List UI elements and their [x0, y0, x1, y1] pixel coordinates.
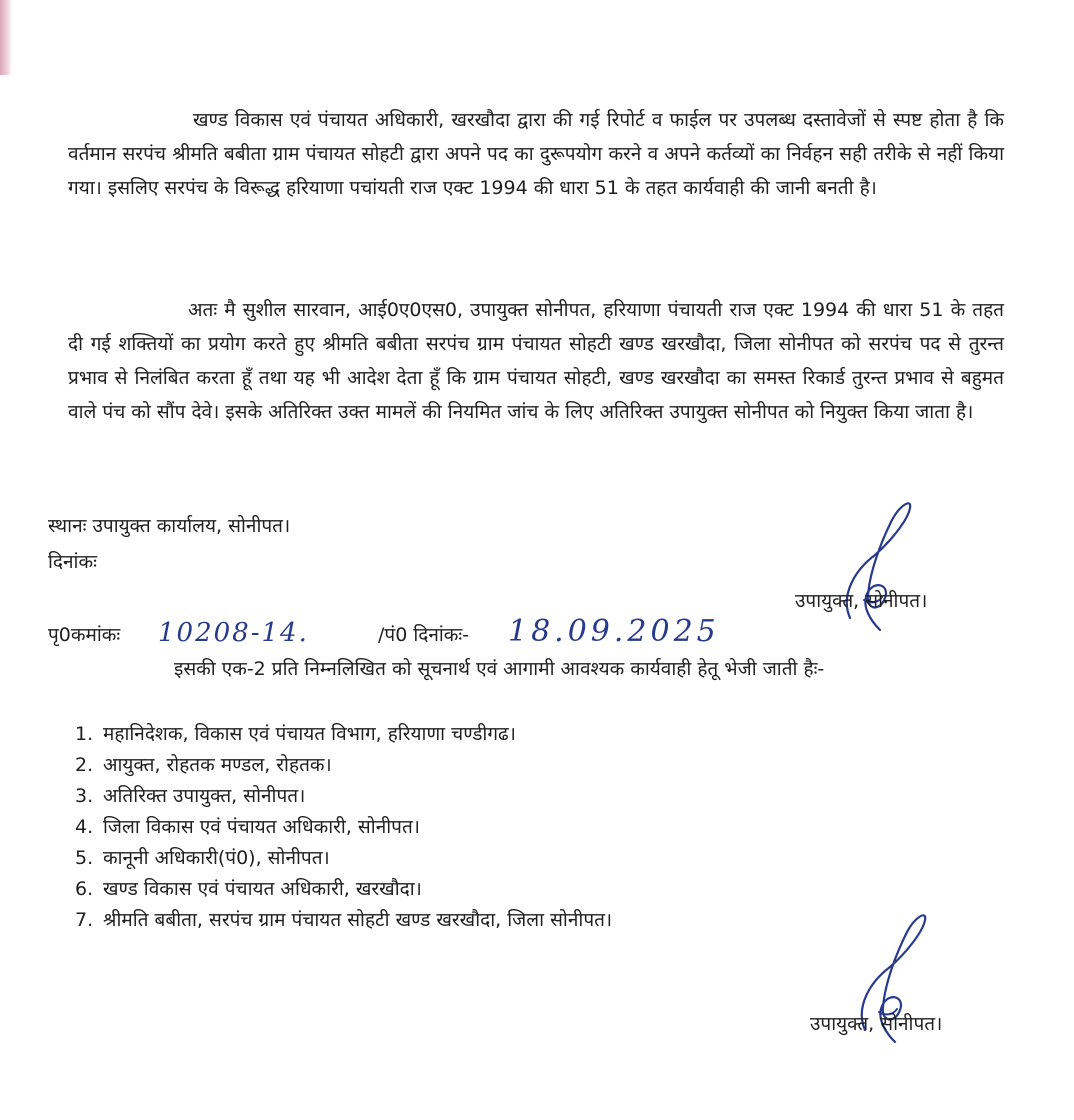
recipient-item — [75, 782, 612, 811]
recipient-text: कानूनी अधिकारी(पं0), सोनीपत। — [103, 847, 330, 869]
recipient-number: 3. — [75, 785, 94, 807]
order-paragraph-2: अतः मै सुशील सारवान, आई0ए0एस0, उपायुक्त सोनीपत, हरियाणा पंचायती राज एक्ट 1994 की धारा 51 के तहत दी गई शक्तियों का प्रयोग करते हुए श्रीमति बबीता सरपंच ग्राम पंचायत सोहटी खण्ड खरखौदा, जिला सोनीपत को सरपंच पद से तुरन्त प्रभाव से निलंबित करता हूँ तथा यह भी आदेश देता हूँ कि ग्राम पंचायत सोहटी, खण्ड खरखौदा का समस्त रिकार्ड तुरन्त प्रभाव से बहुमत वाले पंच को सौंप देवे। इसके अतिरिक्त उक्त मामलें की नियमित जांच के लिए अतिरिक्त उपायुक्त सोनीपत को नियुक्त किया जाता है। — [68, 299, 1004, 423]
copy-forwarding-note: इसकी एक-2 प्रति निम्नलिखित को सूचनार्थ एवं आगामी आवश्यक कार्यवाही हेतू भेजी जाती हैः- — [174, 658, 825, 680]
recipient-number: 7. — [75, 909, 94, 931]
recipient-item — [75, 813, 612, 842]
recipient-text: श्रीमति बबीता, सरपंच ग्राम पंचायत सोहटी खण्ड खरखौदा, जिला सोनीपत। — [103, 909, 613, 931]
recipient-number: 2. — [75, 754, 94, 776]
memo-date: 18.09.2025 — [508, 614, 720, 649]
recipient-list — [75, 720, 612, 937]
recipient-item — [75, 751, 612, 780]
recipient-text: अतिरिक्त उपायुक्त, सोनीपत। — [103, 785, 306, 807]
memo-date-label: /पं0 दिनांकः- — [378, 624, 470, 646]
recipient-item — [75, 875, 612, 904]
recipient-text: जिला विकास एवं पंचायत अधिकारी, सोनीपत। — [103, 816, 420, 838]
page-edge-mark — [0, 0, 12, 75]
order-paragraph-1: खण्ड विकास एवं पंचायत अधिकारी, खरखौदा द्वारा की गई रिपोर्ट व फाईल पर उपलब्ध दस्तावेजों से स्पष्ट होता है कि वर्तमान सरपंच श्रीमति बबीता ग्राम पंचायत सोहटी द्वारा अपने पद का दुरूपयोग करने व अपने कर्तव्यों का निर्वहन सही तरीके से नहीं किया गया। इसलिए सरपंच के विरूद्ध हरियाणा पचांयती राज एक्ट 1994 की धारा 51 के तहत कार्यवाही की जानी बनती है। — [68, 109, 1004, 199]
recipient-text: खण्ड विकास एवं पंचायत अधिकारी, खरखौदा। — [103, 878, 422, 900]
signature-1 — [830, 500, 930, 640]
signatory-title-2: उपायुक्त, सोनीपत। — [810, 1013, 943, 1035]
recipient-item — [75, 844, 612, 873]
recipient-item — [75, 906, 612, 935]
recipient-item — [75, 720, 612, 749]
recipient-number: 6. — [75, 878, 94, 900]
memo-number: 10208-14. — [158, 618, 309, 648]
recipient-number: 4. — [75, 816, 94, 838]
memo-number-label: पृ0कमांकः — [48, 624, 121, 646]
recipient-text: आयुक्त, रोहतक मण्डल, रोहतक। — [103, 754, 332, 776]
signatory-title-1: उपायुक्त, सोनीपत। — [795, 590, 928, 612]
recipient-text: महानिदेशक, विकास एवं पंचायत विभाग, हरियाणा चण्डीगढ। — [103, 723, 516, 745]
date-line: दिनांकः — [48, 551, 97, 573]
recipient-number: 1. — [75, 723, 94, 745]
recipient-number: 5. — [75, 847, 94, 869]
place-line: स्थानः उपायुक्त कार्यालय, सोनीपत। — [48, 515, 291, 537]
